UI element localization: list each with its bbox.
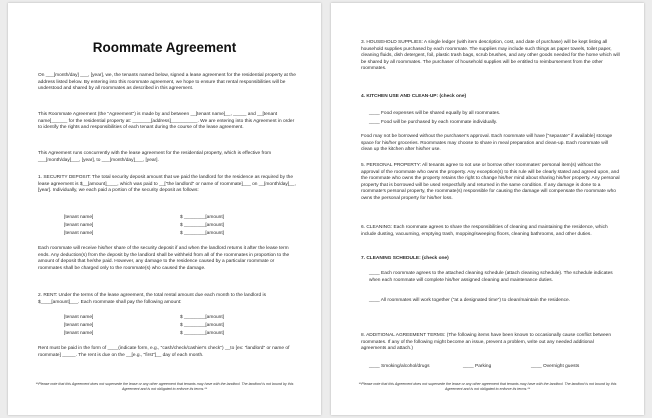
personal-property-section: 5. PERSONAL PROPERTY: All tenants agree to not use or borrow other roommates' personal item(s) without the approval of the roommate who owns the property. Any exception(s) to this rule will be clearly stated and agreed upon, and the roommate who owns the property retains the right to change his/her mind about sharing his/her property. Any personal property that is borrowed will be used respectfully and returned in the same condition. If any damage is done to a roommate's personal property, the roommate(s) responsible for causing the damage will compensate the roommate who owns the personal property for his/her loss.: [361, 163, 620, 201]
rent-amount: $ ________[amount]: [180, 331, 225, 336]
deposit-amount: $ ________[amount]: [180, 215, 225, 220]
cleaning-schedule-heading: 7. CLEANING SCHEDULE: (check one): [361, 256, 449, 261]
rent-tenant-name: [tenant name]: [64, 315, 94, 320]
rent-tenant-name: [tenant name]: [64, 331, 94, 336]
kitchen-use-terms: Food may not be borrowed without the purchaser's approval. Each roommate will have ["separate" if available] storage space for his/her groceries. Roommates may choose to share in meal preparation and clean-up. Each roommate will clean up the kitchen after his/her use.: [361, 134, 613, 153]
rent-amount: $ ________[amount]: [180, 323, 225, 328]
rent-amount: $ ________[amount]: [180, 315, 225, 320]
cleaning-option-together: ____ All roommates will work together ("at a designated time") to clean/maintain the residence.: [369, 298, 570, 303]
additional-term-guests: ____ Overnight guests: [531, 364, 580, 369]
security-deposit-section: 1. SECURITY DEPOSIT: The total security deposit amount that we paid the landlord for the residence as required by the lease agreement is $__[amount]____, which was paid to __["the landlord" or name of roommate]___ on __[month/day]__, [year]. Individually, we each paid a portion of the security deposit as follows:: [38, 175, 296, 194]
intro-paragraph: On ___[month/day] ___, [year], we, the tenants named below, signed a lease agreement for the residential property at the address listed below. By entering into this roommate agreement, we hope to ensure that rental responsibilities will be understood and shared by all roommates as described in this agreement.: [38, 73, 296, 92]
kitchen-use-heading: 4. KITCHEN USE AND CLEAN-UP: (check one): [361, 94, 467, 99]
page-footer-note: **Please note that this Agreement does not supersede the lease or any other agreement that tenants may have with the landlord. The landlord is not bound by this Agreement and is not obligated to enforce its terms.**: [35, 382, 294, 391]
additional-term-smoking: ____ Smoking/alcohol/drugs: [369, 364, 430, 369]
deposit-amount: $ ________[amount]: [180, 223, 225, 228]
additional-term-parking: ____ Parking: [463, 364, 492, 369]
cleaning-option-schedule: ____ Each roommate agrees to the attached cleaning schedule (attach cleaning schedule). The schedule indicates when each roommate will complete his/her assigned cleaning and maintenance duties.: [369, 271, 613, 283]
security-deposit-terms: Each roommate will receive his/her share of the security deposit if and when the landlord returns it after the lease term ends. Any deduction(s) from the deposit by the landlord shall be withheld from all of the roommates in proportion to the amount of deposit that he/she paid. However, any damage to the residence caused by a particular roommate or roommates shall be charged only to the roommate(s) who caused the damage.: [38, 246, 290, 271]
agreement-term-paragraph: This Agreement runs concurrently with the lease agreement for the residential property, which is effective from ___[month/day]___, [year], to ___[month/day]___, [year].: [38, 151, 272, 163]
deposit-tenant-name: [tenant name]: [64, 215, 94, 220]
rent-tenant-name: [tenant name]: [64, 323, 94, 328]
household-supplies-section: 3. HOUSEHOLD SUPPLIES: A single ledger (with item description, cost, and date of purchase) will be kept listing all household supplies purchased by each roommate. The supplies may include such things as paper towels, toilet paper, cleaning fluids, dish detergent, foil, plastic trash bags, scrub brushes, and any other goods needed for the home which will be shared by all roommates. The purchaser of household supplies will be entitled to reimbursement from the other roommates.: [361, 40, 620, 72]
cleaning-section: 6. CLEANING: Each roommate agrees to share the responsibilities of cleaning and maintaining the residence, which include dusting, vacuuming, emptying trash, mopping/sweeping floors, cleaning bathrooms, and other duties.: [361, 225, 608, 237]
deposit-tenant-name: [tenant name]: [64, 223, 94, 228]
agreement-parties-paragraph: This Roommate Agreement (the "Agreement") is made by and between __[tenant name]__, _____ and __[tenant name]______ for the residential property at: _______[address]__________. We are entering into this Agreement in order to identify the rights and responsibilities of each tenant during the course of the lease agreement.: [38, 112, 295, 131]
additional-terms-section: 8. ADDITIONAL AGREEMENT TERMS: (The following items have been known to occasionally cause conflict between roommates. If any of the following might become an issue, prevent a problem, write out any needed additional agreements and attach.): [361, 333, 611, 352]
deposit-tenant-name: [tenant name]: [64, 231, 94, 236]
rent-payment-terms: Rent must be paid in the form of ____(indicate form, e.g., "cash/check/cashier's check") __to [ex: "landlord" or name of roommate] _____. The rent is due on the __[e.g., "first"]__ day of each month.: [38, 346, 290, 358]
document-page-right: [331, 3, 644, 415]
deposit-amount: $ ________[amount]: [180, 231, 225, 236]
rent-section: 2. RENT: Under the terms of the lease agreement, the total rental amount due each month to the landlord is $____[amount]___. Each roommate shall pay the following amount:: [38, 293, 266, 305]
kitchen-option-individual: ____ Food will be purchased by each roommate individually.: [369, 120, 498, 125]
document-title: Roommate Agreement: [92, 40, 237, 55]
document-page-left: [8, 3, 321, 415]
kitchen-option-shared: ____ Food expenses will be shared equally by all roommates.: [369, 111, 501, 116]
page-footer-note: **Please note that this Agreement does not supersede the lease or any other agreement that tenants may have with the landlord. The landlord is not bound by this Agreement and is not obligated to enforce its terms.**: [358, 382, 617, 391]
